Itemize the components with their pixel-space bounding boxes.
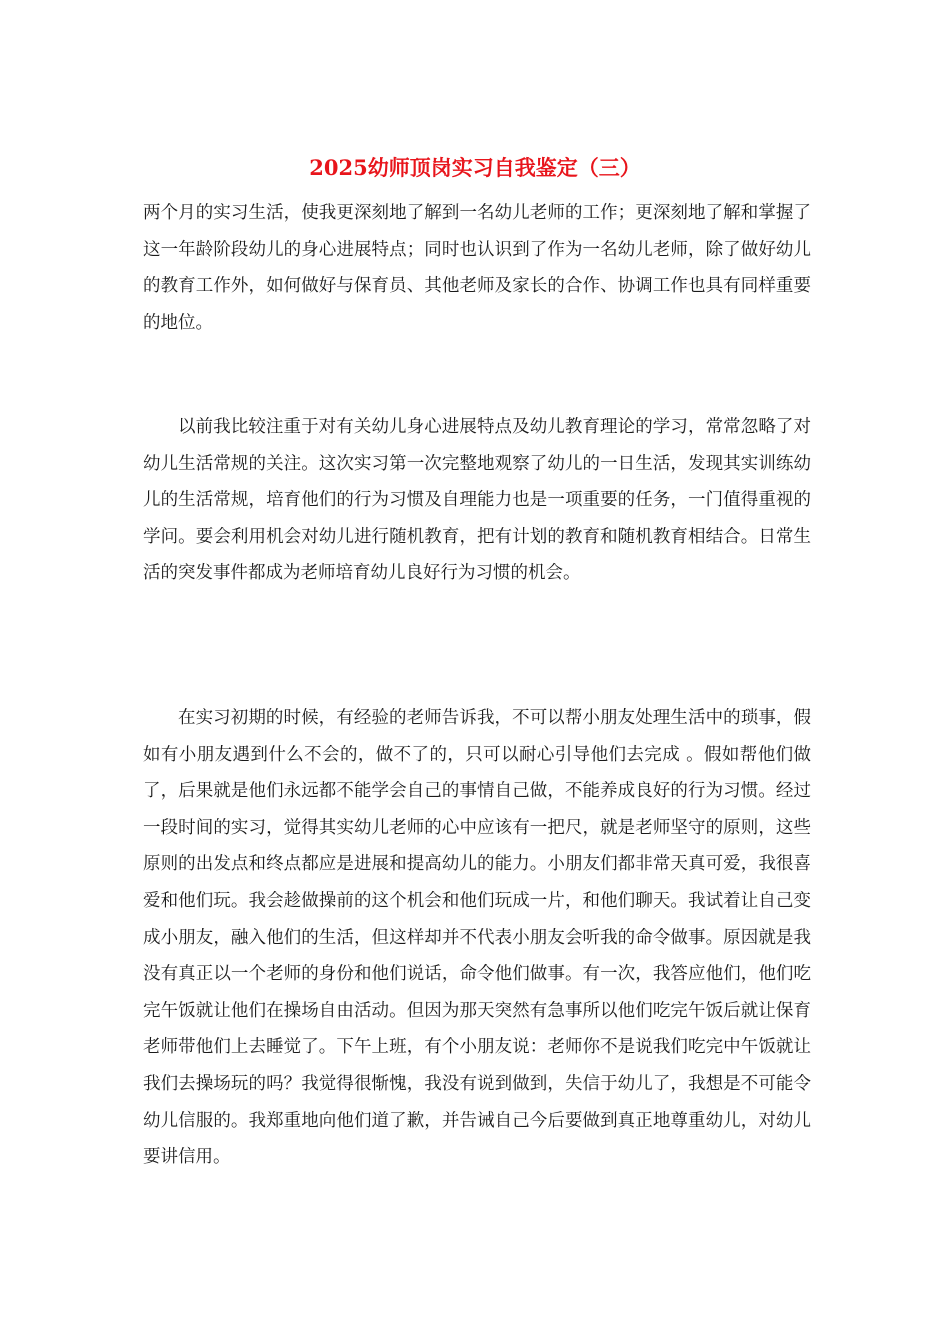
paragraph-3: 在实习初期的时候，有经验的老师告诉我，不可以帮小朋友处理生活中的琐事，假如有小朋友遇到什么不会的，做不了的，只可以耐心引导他们去完成 。假如帮他们做了，后果就是他们永远都不能学会自己的事情自己做，不能养成良好的行为习惯。经过一段时间的实习，觉得其实幼儿老师的心中应该有一把尺，就是老师坚守的原则，这些原则的出发点和终点都应是进展和提高幼儿的能力。小朋友们都非常天真可爱，我很喜爱和他们玩。我会趁做操前的这个机会和他们玩成一片，和他们聊天。我试着让自己变成小朋友，融入他们的生活，但这样却并不代表小朋友会听我的命令做事。原因就是我没有真正以一个老师的身份和他们说话，命令他们做事。有一次，我答应他们，他们吃完午饭就让他们在操场自由活动。但因为那天突然有急事所以他们吃完午饭后就让保育老师带他们上去睡觉了。下午上班，有个小朋友说：老师你不是说我们吃完中午饭就让我们去操场玩的吗？我觉得很惭愧，我没有说到做到，失信于幼儿了，我想是不可能令幼儿信服的。我郑重地向他们道了歉，并告诫自己今后要做到真正地尊重幼儿，对幼儿要讲信用。 <box>143 708 811 1168</box>
paragraph-2: 以前我比较注重于对有关幼儿身心进展特点及幼儿教育理论的学习，常常忽略了对幼儿生活常规的关注。这次实习第一次完整地观察了幼儿的一日生活，发现其实训练幼儿的生活常规，培育他们的行为习惯及自理能力也是一项重要的任务，一门值得重视的学问。要会利用机会对幼儿进行随机教育，把有计划的教育和随机教育相结合。日常生活的突发事件都成为老师培育幼儿良好行为习惯的机会。 <box>143 417 811 584</box>
document-title: 2025幼师顶岗实习自我鉴定（三） <box>309 155 641 180</box>
paragraph-1: 两个月的实习生活，使我更深刻地了解到一名幼儿老师的工作；更深刻地了解和掌握了这一年龄阶段幼儿的身心进展特点；同时也认识到了作为一名幼儿老师，除了做好幼儿的教育工作外，如何做好与保育员、其他老师及家长的合作、协调工作也具有同样重要的地位。 <box>143 203 811 333</box>
